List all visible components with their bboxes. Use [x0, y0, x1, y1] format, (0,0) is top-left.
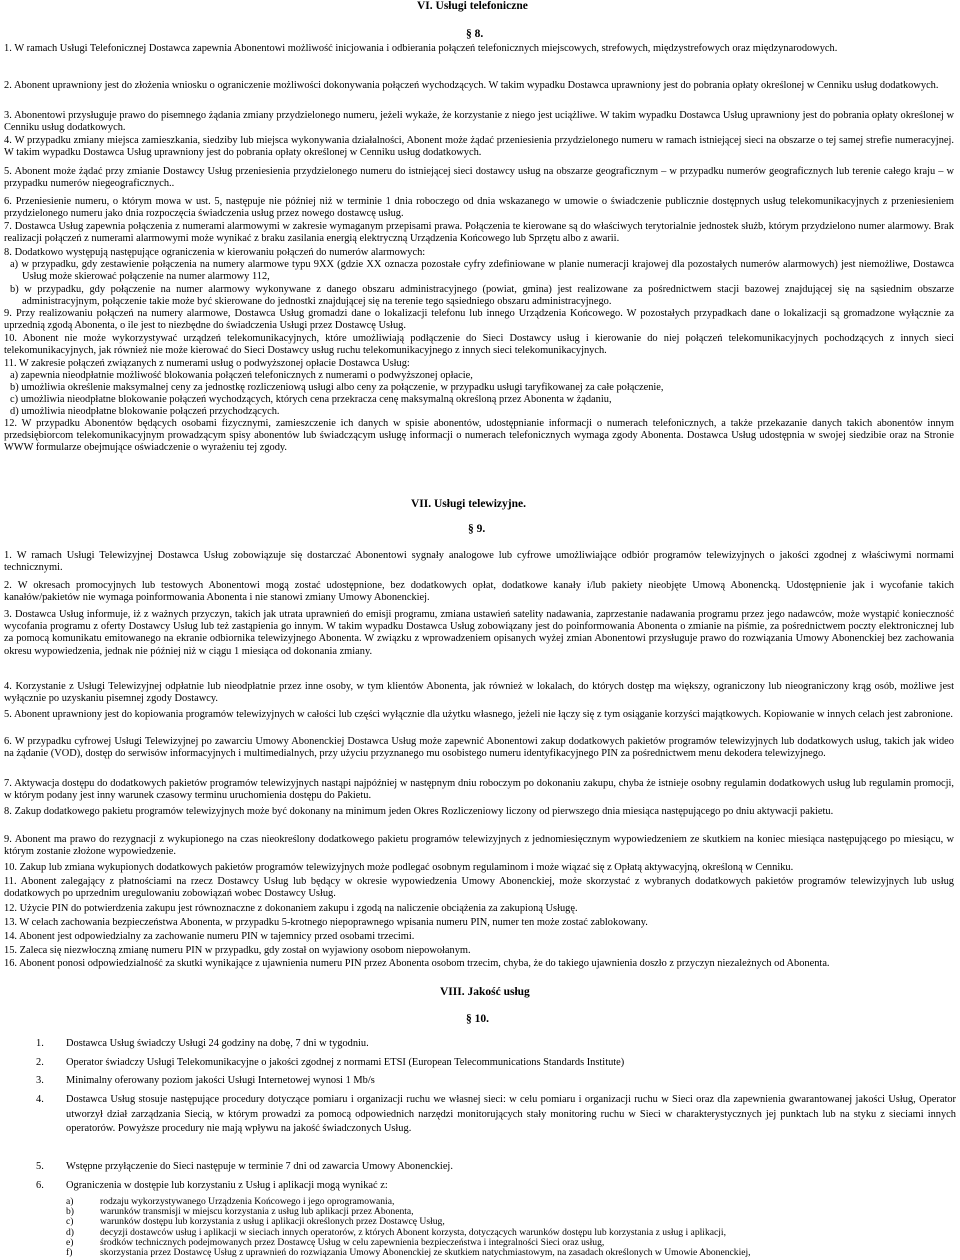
list-item: 13. W celach zachowania bezpieczeństwa Abonenta, w przypadku 5-krotnego niepoprawnego wpisania numeru PIN, numer ten może zostać zablokowany. [4, 917, 648, 928]
list-item: 2. Abonent uprawniony jest do złożenia wniosku o ograniczenie możliwości dokonywania połączeń wychodzących. W takim wypadku Dostawca uprawniony jest do pobrania opłaty określonej w Cenniku usług dodatkowych. [4, 80, 939, 91]
list-item: 2. W okresach promocyjnych lub testowych Abonentowi mogą zostać udostępnione, bez dodatkowych opłat, dodatkowe kanały i/lub pakiety nieobjęte Umową Abonencką. Udostępnienie jak i wycofanie takich kanałów/pakietów nie wymaga poinformowania Abonenta i nie stanowi zmiany Umowy Abonenckiej. [4, 580, 955, 604]
list-item: 5. Wstępne przyłączenie do Sieci następuje w terminie 7 dni od zawarcia Umowy Abonenckiej. [36, 1161, 453, 1172]
list-item: e) środków technicznych podejmowanych przez Dostawcę Usług w celu zapewnienia bezpieczeństwa i integralności Sieci oraz usług, [66, 1236, 605, 1248]
list-item: 5. Abonent uprawniony jest do kopiowania programów telewizyjnych w całości lub części wyłącznie dla użytku własnego, jeżeli nie łączy się z tym osiąganie korzyści majątkowych. Kopiowanie w innych celach jest zabronione. [4, 709, 953, 720]
list-item: 6. W przypadku cyfrowej Usługi Telewizyjnej po zawarciu Umowy Abonenckiej Dostawca Usług może zapewnić Abonentowi zakup dodatkowych pakietów programów telewizyjnych lub dodatkowych usług, takich jak wideo na żądanie (VOD), dostęp do serwisów informacyjnych i multimedialnych, przy użyciu przyznanego mu osobistego numeru identyfikacyjnego PIN za pośrednictwem menu dekodera telewizyjnego. [4, 736, 954, 760]
list-item: 16. Abonent ponosi odpowiedzialność za skutki wynikające z ujawnienia numeru PIN przez Abonenta osobom trzecim, chyba, że do takiego ujawnienia doszło z przyczyn niezależnych od Abonenta. [4, 958, 830, 969]
list-item: 8. Dodatkowo występują następujące ograniczenia w kierowaniu połączeń do numerów alarmowych: [4, 247, 426, 258]
list-item: d) umożliwia nieodpłatne blokowanie połączeń przychodzących. [10, 406, 280, 417]
list-item: d) decyzji dostawców usług i aplikacji w sieciach innych operatorów, z których Abonent korzysta, dotyczących warunków dostępu lub korzystania z usług i aplikacji, [66, 1226, 726, 1238]
list-item: 10. Zakup lub zmiana wykupionych dodatkowych pakietów programów telewizyjnych może podlegać osobnym regulaminom i może wiązać się z Opłatą aktywacyjną, określoną w Cenniku. [4, 862, 794, 873]
list-item: a) zapewnia nieodpłatnie możliwość blokowania połączeń telefonicznych z numerami o podwyższonej opłacie, [10, 370, 473, 381]
list-item: 12. W przypadku Abonentów będących osobami fizycznymi, zamieszczenie ich danych w spisie abonentów, udostępnianie informacji o numerach telefonicznych, a także przekazanie danych takich abonentów innym przedsiębiorcom telekomunikacyjnym prowadzącym spisy abonentów lub świadczącym usługę informacji o numerach telefonicznych wymaga zgody Abonenta. Dostawca Usług udostępnia w swojej siedzibie oraz na Stronie WWW formularze obejmujące oświadczenie o wyrażeniu tej zgody. [4, 418, 954, 454]
list-item: f) skorzystania przez Dostawcę Usług z uprawnień do rozwiązania Umowy Abonenckiej ze skutkiem natychmiastowym, na zasadach określonych w Umowie Abonenckiej, [66, 1247, 751, 1258]
list-item: 4. W przypadku zmiany miejsca zamieszkania, siedziby lub miejsca wykonywania działalności, Abonent może żądać przeniesienia przydzielonego numeru w ramach istniejącej sieci na obszarze o tej samej strefie numeracyjnej. W takim wypadku Dostawca Usług uprawniony jest do pobrania opłaty określonej w Cenniku usług dodatkowych. [4, 135, 954, 159]
list-item: c) umożliwia nieodpłatne blokowanie połączeń wychodzących, których cena przekracza cenę maksymalną określoną przez Abonenta w żądaniu, [10, 394, 612, 405]
list-item: 11. Abonent zalegający z płatnościami na rzecz Dostawcy Usług lub będący w okresie wypowiedzenia Umowy Abonenckiej, może skorzystać z wybranych dodatkowych pakietów programów telewizyjnych lub usług dodatkowych po uprzednim uregulowaniu zobowiązań wobec Dostawcy Usług. [4, 876, 954, 900]
section-7-number: § 9. [468, 523, 486, 535]
list-item: 3. Dostawca Usług informuje, iż z ważnych przyczyn, takich jak utrata uprawnień do emisji programu, zmiana ustawień satelity nadawania, zaprzestanie nadawania programu przez jego nadawców, może wystąpić konieczność wycofania programu z oferty Dostawcy Usług lub też zastąpienia go innym. W takim wypadku Dostawca Usług zobowiązany jest do poinformowania Abonenta o zmianie na piśmie, za pośrednictwem poczty elektronicznej lub za pomocą komunikatu emitowanego na ekranie odbiornika telewizyjnego Abonenta. W związku z wprowadzeniem opisanych wyżej zmian Abonentowi przysługuje prawo do rozwiązania Umowy Abonenckiej bez zachowania okresu wypowiedzenia, jednak nie później niż w ciągu 1 miesiąca od dokonania zmiany. [4, 609, 954, 657]
list-item: 10. Abonent nie może wykorzystywać urządzeń telekomunikacyjnych, które umożliwiają podłączenie do Sieci Dostawcy usług i kierowanie do niej połączeń telekomunikacyjnych pochodzących z innych sieci telekomunikacyjnych, jak również nie może kierować do Sieci Dostawcy usług ruchu telekomunikacyjnego z innych sieci telekomunikacyjnych. [4, 333, 954, 357]
list-item: 9. Abonent ma prawo do rezygnacji z wykupionego na czas nieokreślony dodatkowego pakietu programów telewizyjnych z jednomiesięcznym wypowiedzeniem ze skutkiem na koniec miesiąca następującego po miesiącu, w którym zostanie złożone wypowiedzenie. [4, 834, 954, 858]
list-item: 6. Ograniczenia w dostępie lub korzystaniu z Usług i aplikacji mogą wynikać z: [36, 1180, 388, 1191]
list-item: 3. Minimalny oferowany poziom jakości Usługi Internetowej wynosi 1 Mb/s [36, 1075, 375, 1086]
section-6-number: § 8. [466, 28, 484, 40]
list-item: 6. Przeniesienie numeru, o którym mowa w ust. 5, następuje nie później niż w terminie 1 dnia roboczego od dnia wskazanego w umowie o świadczenie publicznie dostępnych usług telekomunikacyjnych z przeniesieniem przydzielonego numeru jako dnia rozpoczęcia świadczenia usług przez nowego dostawcę usług. [4, 196, 954, 220]
list-item: 2. Operator świadczy Usługi Telekomunikacyjne o jakości zgodnej z normami ETSI (European Telecommunications Standards Institute) [36, 1057, 625, 1068]
list-item: 14. Abonent jest odpowiedzialny za zachowanie numeru PIN w tajemnicy przed osobami trzecimi. [4, 931, 415, 942]
list-item: 1. W ramach Usługi Telefonicznej Dostawca zapewnia Abonentowi możliwość inicjowania i odbierania połączeń telefonicznych miejscowych, strefowych, międzystrefowych oraz międzynarodowych. [4, 43, 838, 54]
list-item: 15. Zaleca się niezwłoczną zmianę numeru PIN w przypadku, gdy został on wyjawiony osobom niepowołanym. [4, 945, 471, 956]
section-7-heading: VII. Usługi telewizyjne. [411, 498, 526, 510]
list-item: 1. Dostawca Usług świadczy Usługi 24 godziny na dobę, 7 dni w tygodniu. [36, 1038, 369, 1049]
list-item: 4. Korzystanie z Usługi Telewizyjnej odpłatnie lub nieodpłatnie przez inne osoby, w tym klientów Abonenta, jak również w lokalach, do których dostęp ma większy, ograniczony lub nieograniczony krąg osób, możliwe jest wyłącznie po uzyskaniu pisemnej zgody Dostawcy. [4, 681, 954, 705]
list-item: a) rodzaju wykorzystywanego Urządzenia Końcowego i jego oprogramowania, [66, 1196, 395, 1207]
list-item: b) warunków transmisji w miejscu korzystania z usług lub aplikacji przez Abonenta, [66, 1206, 414, 1218]
section-6-heading: VI. Usługi telefoniczne [417, 0, 528, 12]
section-8-heading: VIII. Jakość usług [440, 986, 530, 998]
list-item: 3. Abonentowi przysługuje prawo do pisemnego żądania zmiany przydzielonego numeru, jeżeli wykaże, że korzystanie z niego jest uciążliwe. W takim wypadku Dostawca Usług uprawniony jest do pobrania opłaty określonej w Cenniku usług dodatkowych. [4, 110, 954, 134]
list-item: a) w przypadku, gdy zestawienie połączenia na numery alarmowe typu 9XX (gdzie XX oznacza pozostałe cyfry zdefiniowane w planie numeracji krajowej dla pozostałych numerów alarmowych) jest niemożliwe, Dostawca Usług może skierować połączenie na numer alarmowy 112, [10, 259, 954, 283]
list-item: 5. Abonent może żądać przy zmianie Dostawcy Usług przeniesienia przydzielonego numeru do istniejącej sieci dostawcy usług na obszarze geograficznym – w przypadku numerów geograficznych lub terenie całego kraju – w przypadku numerów niegeograficznych.. [4, 166, 954, 190]
list-item: 1. W ramach Usługi Telewizyjnej Dostawca Usług zobowiązuje się dostarczać Abonentowi sygnały analogowe lub cyfrowe umożliwiające odbiór programów telewizyjnych o jakości zgodnej z właściwymi normami technicznymi. [4, 550, 954, 574]
list-item: b) w przypadku, gdy połączenie na numer alarmowy wykonywane z danego obszaru administracyjnego (powiat, gmina) jest realizowane za pośrednictwem stacji bazowej znajdującej się na sąsiednim obszarze administracyjnym, połączenie takie może być skierowane do jednostki znajdującej się na terenie tego sąsiedniego obszaru administracyjnego. [10, 284, 954, 308]
list-item: 7. Aktywacja dostępu do dodatkowych pakietów programów telewizyjnych nastąpi najpóźniej w następnym dniu roboczym po dokonaniu zakupu, chyba że istnieje osobny regulamin dodatkowych usług lub regulamin promocji, w którym podany jest inny warunek czasowy terminu uruchomienia dostępu do Pakietu. [4, 778, 954, 802]
section-8-number: § 10. [466, 1013, 489, 1025]
list-item: 11. W zakresie połączeń związanych z numerami usług o podwyższonej opłacie Dostawca Usług: [4, 358, 410, 369]
list-item: 8. Zakup dodatkowego pakietu programów telewizyjnych może być dokonany na minimum jeden Okres Rozliczeniowy liczony od pierwszego dnia miesiąca następującego po dniu aktywacji pakietu. [4, 806, 834, 817]
list-item: b) umożliwia określenie maksymalnej ceny za jednostkę rozliczeniową usługi albo ceny za połączenie, w przypadku usługi taryfikowanej za całe połączenie, [10, 382, 664, 393]
list-item: 9. Przy realizowaniu połączeń na numery alarmowe, Dostawca Usług gromadzi dane o lokalizacji telefonu lub innego Urządzenia Końcowego. W pozostałych przypadkach dane o lokalizacji są gromadzone wyłącznie za uprzednią zgodą Abonenta, o ile jest to niezbędne do świadczenia Usługi przez Dostawcę Usług. [4, 308, 954, 332]
list-item: 4. Dostawca Usług stosuje następujące procedury dotyczące pomiaru i organizacji ruchu we własnej sieci: w celu pomiaru i organizacji ruchu w Sieci oraz dla zapewnienia gwarantowanej jakości Usług, Operator utworzył dział zarządzania Siecią, w którym prowadzi za pomocą odpowiednich narzędzi monitorujących stały monitoring ruchu w Sieci w charakterystycznych jej punktach lub na styku z sieciami innych operatorów. Powyższe procedury nie mają wpływu na jakość świadczonych Usług. [36, 1094, 956, 1134]
list-item: 7. Dostawca Usług zapewnia połączenia z numerami alarmowymi w zakresie wymaganym przepisami prawa. Połączenia te kierowane są do właściwych terytorialnie jednostek służb, którym przydzielono numer alarmowy. Brak realizacji połączeń z numerami alarmowymi może wynikać z braku zasilania energią elektryczną Urządzenia Końcowego lub Sprzętu albo z awarii. [4, 221, 954, 245]
list-item: 12. Użycie PIN do potwierdzenia zakupu jest równoznaczne z dokonaniem zakupu i zgodą na naliczenie obciążenia za zakupioną Usługę. [4, 903, 578, 914]
list-item: c) warunków dostępu lub korzystania z usług i aplikacji określonych przez Dostawcę Usług, [66, 1216, 445, 1228]
